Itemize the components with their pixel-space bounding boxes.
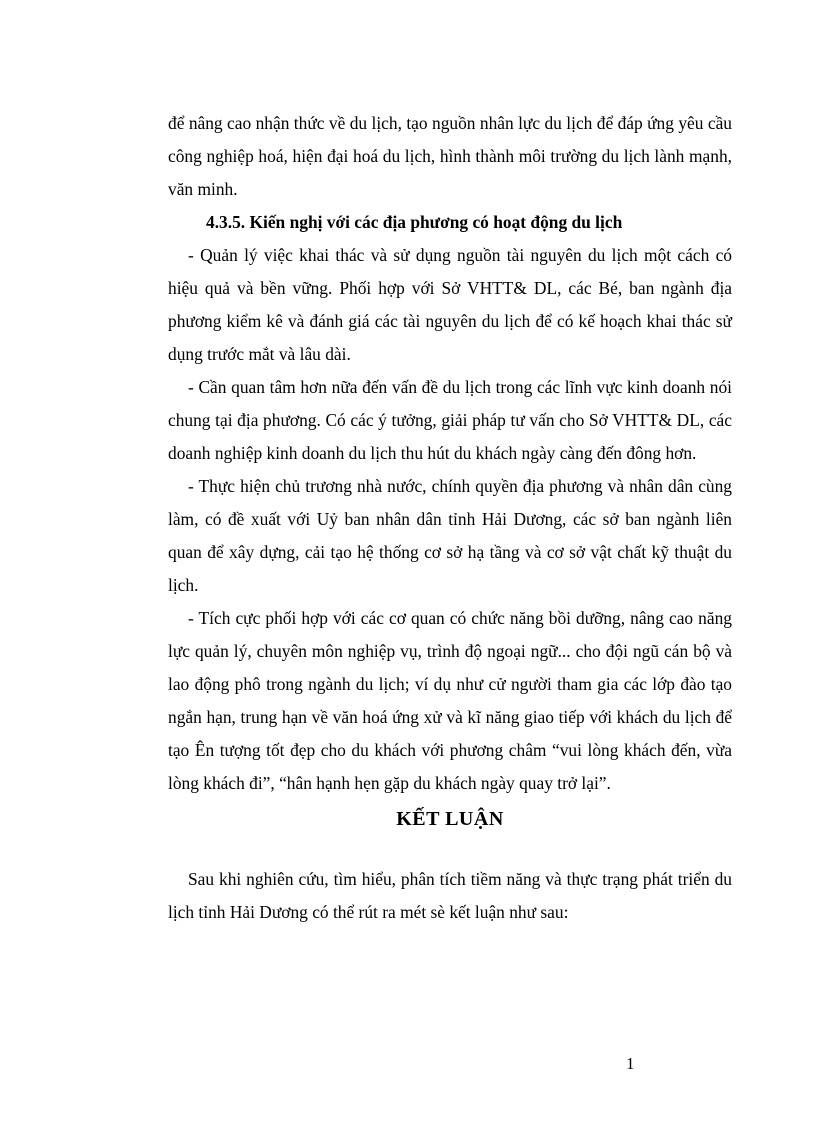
document-body: [168, 107, 732, 929]
paragraph-business-attention: - Cần quan tâm hơn nữa đến vấn đề du lịch trong các lĩnh vực kinh doanh nói chung tại địa phương. Có các ý tưởng, giải pháp tư vấn cho Sở VHTT& DL, các doanh nghiệp kinh doanh du lịch thu hút du khách ngày càng đến đông hơn.: [168, 377, 732, 463]
paragraph-infrastructure: - Thực hiện chủ trương nhà nước, chính quyền địa phương và nhân dân cùng làm, có đề xuất với Uỷ ban nhân dân tỉnh Hải Dương, các sở ban ngành liên quan để xây dựng, cải tạo hệ thống cơ sở hạ tầng và cơ sở vật chất kỹ thuật du lịch.: [168, 476, 732, 595]
section-heading: 4.3.5. Kiến nghị với các địa phương có hoạt động du lịch: [206, 212, 623, 232]
paragraph-resource-management: - Quản lý việc khai thác và sử dụng nguồn tài nguyên du lịch một cách có hiệu quả và bền vững. Phối hợp với Sở VHTT& DL, các Bé, ban ngành địa phương kiểm kê và đánh giá các tài nguyên du lịch để có kế hoạch khai thác sử dụng trước mắt và lâu dài.: [168, 245, 732, 364]
paragraph-training: - Tích cực phối hợp với các cơ quan có chức năng bồi dưỡng, nâng cao năng lực quản lý, chuyên môn nghiệp vụ, trình độ ngoại ngữ... cho đội ngũ cán bộ và lao động phô trong ngành du lịch; ví dụ như cử người tham gia các lớp đào tạo ngắn hạn, trung hạn về văn hoá ứng xử và kĩ năng giao tiếp với khách du lịch để tạo Ên tượng tốt đẹp cho du khách với phương châm “vui lòng khách đến, vừa lòng khách đi”, “hân hạnh hẹn gặp du khách ngày quay trở lại”.: [168, 608, 732, 793]
page-number: 1: [626, 1054, 635, 1073]
paragraph-continuation: để nâng cao nhận thức về du lịch, tạo nguồn nhân lực du lịch để đáp ứng yêu cầu công nghiệp hoá, hiện đại hoá du lịch, hình thành môi trường du lịch lành mạnh, văn minh.: [168, 113, 732, 199]
paragraph-conclusion-intro: Sau khi nghiên cứu, tìm hiểu, phân tích tiềm năng và thực trạng phát triển du lịch tỉnh Hải Dương có thể rút ra mét sè kết luận như sau:: [168, 869, 732, 922]
conclusion-title: KẾT LUẬN: [396, 808, 504, 830]
